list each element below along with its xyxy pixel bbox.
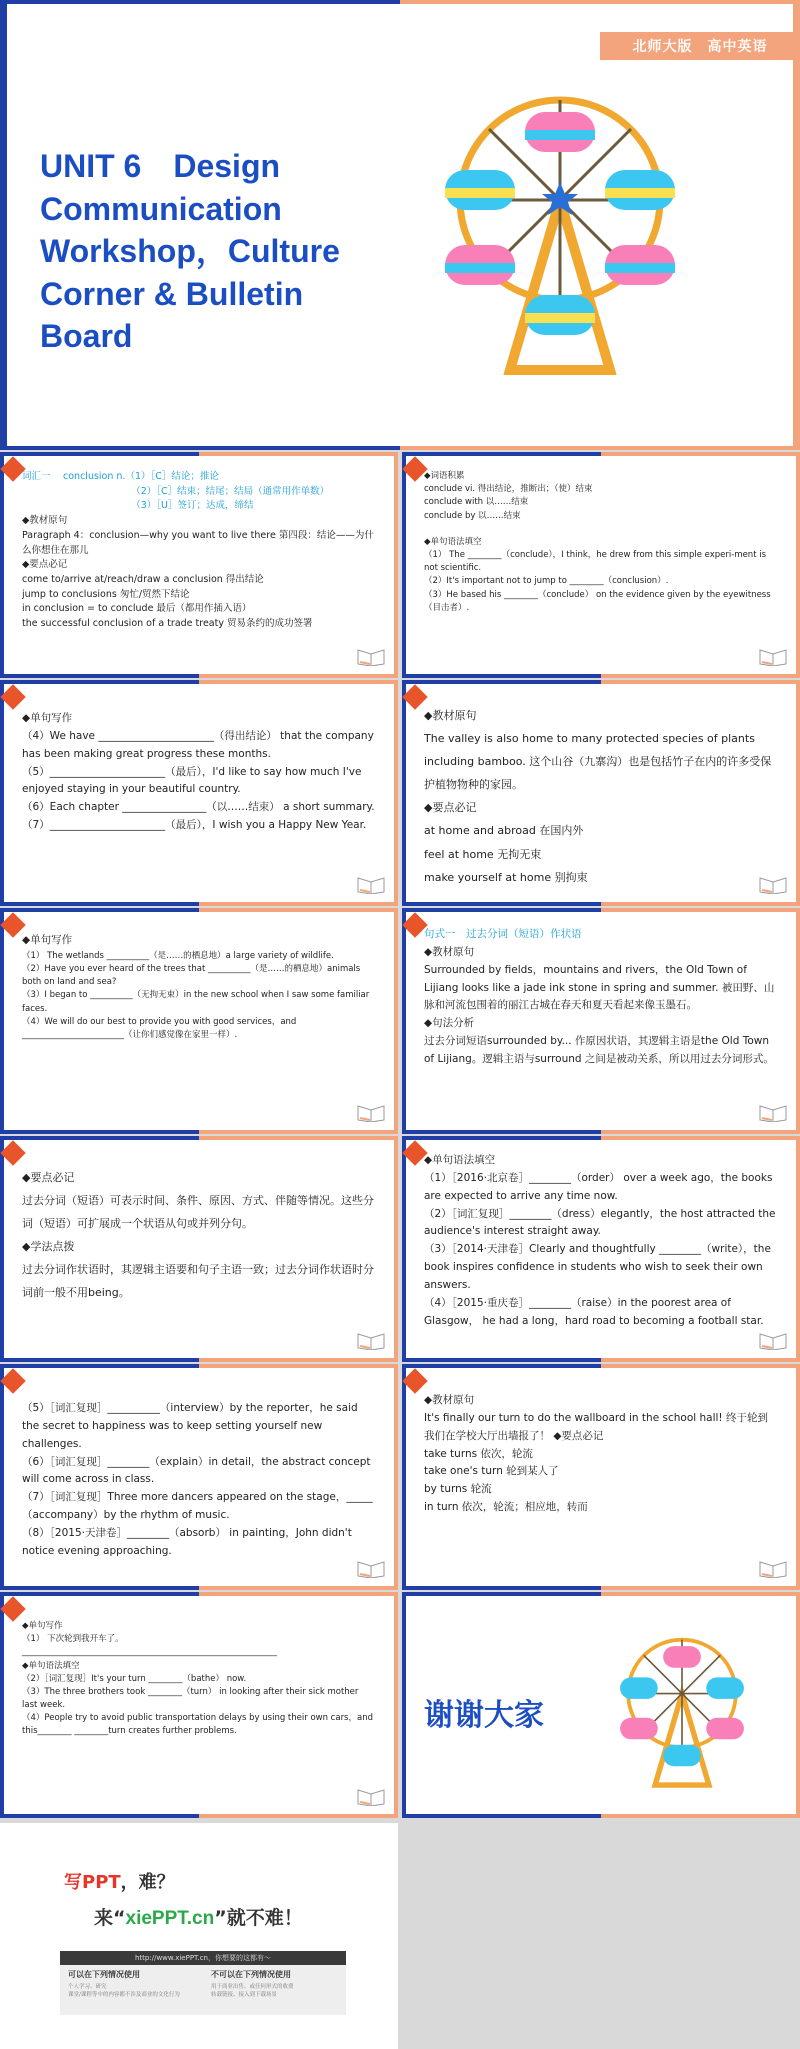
content-line: conclude with 以……结束: [424, 497, 529, 508]
content-line: in conclusion = to conclude 最后（都用作插入语）: [22, 603, 252, 615]
corner-diamond: [0, 684, 25, 709]
content-line: （5）［词汇复现］__________（interview）by the reporter，he said the secret to happiness was to keep setting yourself new challenges.: [22, 1402, 361, 1450]
content-line: （6）［词汇复现］________（explain）in detail，the abstract concept will come across in class.: [22, 1455, 374, 1486]
slide-content: [22, 1400, 376, 1561]
content-line: （2）［C］结束；结尾；结局（通常用作单数）: [22, 485, 330, 497]
slide-content: [22, 1166, 376, 1305]
content-line: ◆词语积累: [424, 471, 465, 481]
slide-content: [22, 1620, 376, 1739]
slide-home-phrases: [402, 680, 800, 906]
content-line: （2）［词汇复现］________（dress）elegantly，the host attracted the audience's interest straight away.: [424, 1207, 779, 1238]
promo-url-bar[interactable]: http://www.xiePPT.cn，你想要的这都有～: [60, 1951, 346, 1965]
corner-diamond: [0, 1596, 25, 1621]
can-use-item: 课堂/课程等中的内容都不涉及商业的文化行为: [68, 1992, 180, 1999]
content-line: conclude vi. 得出结论，推断出；（使）结束: [424, 484, 593, 495]
corner-diamond: [402, 1368, 427, 1393]
content-line: （6）Each chapter ________________（以……结束） a short summary.: [22, 801, 375, 814]
content-line: （1） 下次轮到我开车了。: [22, 1634, 124, 1645]
content-line: （3）He based his ________（conclude） on the evidence given by the eyewitness（目击者）.: [424, 589, 771, 613]
slide-sentence-writing-1: [0, 680, 398, 906]
content-line: ◆要点必记: [424, 801, 477, 815]
book-icon: [758, 646, 788, 666]
content-line: ◆要点必记: [22, 1171, 75, 1184]
content-line: 句式一 过去分词（短语）作状语: [424, 928, 582, 940]
content-line: （1） The wetlands __________（是……的栖息地）a large variety of wildlife.: [22, 950, 334, 961]
book-icon: [758, 874, 788, 894]
cannot-use-item: 用于商业出售、或任何形式的收费: [211, 1984, 294, 1990]
slide-content: [22, 932, 376, 1042]
content-line: （2）［词汇复现］It's your turn ________（bathe） now.: [22, 1673, 247, 1684]
slide-conclude-practice: [402, 452, 800, 678]
book-icon: [758, 1102, 788, 1122]
content-line: （7）［词汇复现］Three more dancers appeared on the stage，_____（accompany）by the rhythm of music.: [22, 1491, 373, 1522]
content-line: in turn 依次，轮流；相应地，转而: [424, 1501, 588, 1514]
content-line: （1） The ________（conclude），I think，he drew from this simple experi-ment is not scientific.: [424, 550, 769, 574]
content-line: （2）Have you ever heard of the trees that __________（是……的栖息地）animals both on land and sea?: [22, 964, 363, 988]
content-line: （4）We have ______________________（得出结论） that the company has been making great progress these months.: [22, 729, 378, 760]
content-line: ◆单句语法填空: [22, 1660, 80, 1671]
content-line: ◆教材原句: [22, 515, 68, 527]
content-line: feel at home 无拘无束: [424, 847, 542, 861]
content-line: （1）［2016·北京卷］________（order） over a week ago，the books are expected to arrive any time now.: [424, 1171, 776, 1202]
content-line: take one's turn 轮到某人了: [424, 1465, 559, 1478]
content-line: by turns 轮流: [424, 1483, 492, 1496]
book-icon: [758, 1330, 788, 1350]
promo-line-2: 来“xiePPT.cn”就不难！: [94, 1907, 303, 1929]
promo-panel: [0, 1823, 398, 2049]
slide-vocab-conclusion: [0, 452, 398, 678]
slide-content: [22, 470, 376, 632]
content-line: at home and abroad 在国内外: [424, 824, 584, 838]
content-line: （8）［2015·天津卷］________（absorb） in painting，John didn't notice evening approaching.: [22, 1526, 356, 1557]
content-line: （3）［U］签订；达成，缔结: [22, 500, 254, 512]
slide-key-points: [0, 1136, 398, 1362]
cannot-use-item: 转载链接、接入到下载场景: [211, 1992, 278, 1999]
cannot-use-column: 不可以在下列情况使用 用于商业出售、或任何形式的收费 转载链接、接入到下载场景: [203, 1965, 346, 2015]
content-line: make yourself at home 别拘束: [424, 870, 588, 884]
content-line: （5）______________________（最后），I'd like to say how much I've enjoyed staying in your beautiful country.: [22, 765, 365, 796]
content-line: ◆单句写作: [22, 1621, 63, 1631]
book-icon: [356, 1786, 386, 1806]
content-line: （3）The three brothers took ________（turn） in looking after their sick mother last week.: [22, 1686, 362, 1711]
slide-content: [424, 470, 778, 615]
slide-grammar-fill-1: [402, 1136, 800, 1362]
promo-line-1: 写PPT，难？: [64, 1872, 175, 1893]
book-icon: [356, 1102, 386, 1122]
slide-content: [424, 1152, 778, 1330]
thanks-text: 谢谢大家: [424, 1698, 544, 1733]
content-line: ◆句法分析: [424, 1017, 475, 1030]
slide-content: [424, 1392, 778, 1517]
content-line: 过去分词作状语时，其逻辑主语要和句子主语一致；过去分词作状语时分词前一般不用being。: [22, 1263, 374, 1300]
content-line: Paragraph 4：conclusion—why you want to live there 第四段：结论——为什么你想住在那儿: [22, 529, 374, 556]
slide-turn-practice: [0, 1592, 398, 1818]
slide-content: [22, 710, 376, 835]
can-use-item: 个人学习、研究: [68, 1984, 107, 1990]
content-line: ◆单句语法填空: [424, 536, 482, 547]
slide-past-participle: [402, 908, 800, 1134]
slide-sentence-writing-2: [0, 908, 398, 1134]
thanks-slide: [402, 1592, 800, 1818]
content-line: （4）［2015·重庆卷］________（raise）in the poorest area of Glasgow， he had a long，hard road to becoming a football star.: [424, 1296, 764, 1327]
content-line: ◆教材原句: [424, 945, 475, 958]
content-line: the successful conclusion of a trade treaty 贸易条约的成功签署: [22, 618, 313, 630]
content-line: ◆教材原句: [424, 709, 477, 722]
content-line: take turns 依次，轮流: [424, 1447, 533, 1460]
content-line: 词汇一 conclusion n.（1）［C］结论；推论: [22, 471, 219, 482]
content-line: （7）______________________（最后），I wish you a Happy New Year.: [22, 819, 367, 832]
book-icon: [356, 1330, 386, 1350]
content-line: ◆教材原句: [424, 1394, 475, 1406]
content-line: （4）We will do our best to provide you with good services，and ________________________（让你们感觉像在家里一样）.: [22, 1016, 300, 1040]
content-line: [424, 523, 778, 536]
content-line: （4）People try to avoid public transportation delays by using their own cars，and this________ ________turn creates further problems.: [22, 1713, 376, 1737]
content-line: come to/arrive at/reach/draw a conclusion 得出结论: [22, 574, 264, 586]
slide-turn-phrases: [402, 1364, 800, 1590]
ferris-wheel-small-illustration: [612, 1622, 752, 1792]
unit-title: UNIT 6 Design Communication Workshop，Culture Corner & Bulletin Board: [40, 148, 340, 355]
content-line: conclude by 以……结束: [424, 510, 521, 521]
content-line: （2）It's important not to jump to ________（conclusion）.: [424, 576, 669, 587]
ferris-wheel-illustration: [430, 70, 690, 380]
book-icon: [758, 1558, 788, 1578]
can-use-column: 可以在下列情况使用 个人学习、研究 课堂/课程等中的内容都不涉及商业的文化行为: [60, 1965, 203, 2015]
content-line: （3）［2014·天津卷］Clearly and thoughtfully ________（write），the book inspires confidence in students who wish to seek their own answers.: [424, 1243, 775, 1291]
book-icon: [356, 874, 386, 894]
content-line: ◆要点必记: [22, 559, 68, 571]
book-icon: [356, 1558, 386, 1578]
content-line: ____________________________________________________________: [22, 1647, 277, 1658]
book-icon: [356, 646, 386, 666]
content-line: ◆单句写作: [22, 934, 73, 946]
content-line: （3）I began to __________（无拘无束）in the new school when I saw some familiar faces.: [22, 990, 372, 1014]
usage-boxes: [60, 1965, 346, 2015]
corner-diamond: [0, 1140, 25, 1165]
content-line: Surrounded by fields，mountains and rivers，the Old Town of Lijiang looks like a jade ink stone in spring and summer. 被田野、山脉和河流包围着的丽江古城在春天和夏天看起来像玉墨石。: [424, 963, 775, 1012]
slide-grammar-fill-2: [0, 1364, 398, 1590]
content-line: ◆单句语法填空: [424, 1154, 496, 1166]
slide-content: [424, 926, 778, 1069]
title-slide: [0, 0, 800, 450]
content-line: The valley is also home to many protected species of plants including bamboo. 这个山谷（九寨沟）也是包括竹子在内的许多受保护植物物种的家园。: [424, 732, 772, 792]
slide-content: [424, 704, 778, 889]
content-line: jump to conclusions 匆忙/贸然下结论: [22, 588, 190, 600]
content-line: It's finally our turn to do the wallboard in the school hall! 终于轮到我们在学校大厅出墙报了！ ◆要点必记: [424, 1411, 768, 1442]
content-line: ◆单句写作: [22, 712, 73, 724]
edition-tag: 北师大版 高中英语: [600, 32, 800, 60]
content-line: ◆学法点拨: [22, 1240, 75, 1254]
content-line: 过去分词短语surrounded by... 作原因状语，其逻辑主语是the Old Town of Lijiang。逻辑主语与surround 之间是被动关系，所以用过去分词形式。: [424, 1035, 774, 1065]
corner-diamond: [0, 1368, 25, 1393]
content-line: 过去分词（短语）可表示时间、条件、原因、方式、伴随等情况。这些分词（短语）可扩展成一个状语从句或并列分句。: [22, 1194, 374, 1231]
